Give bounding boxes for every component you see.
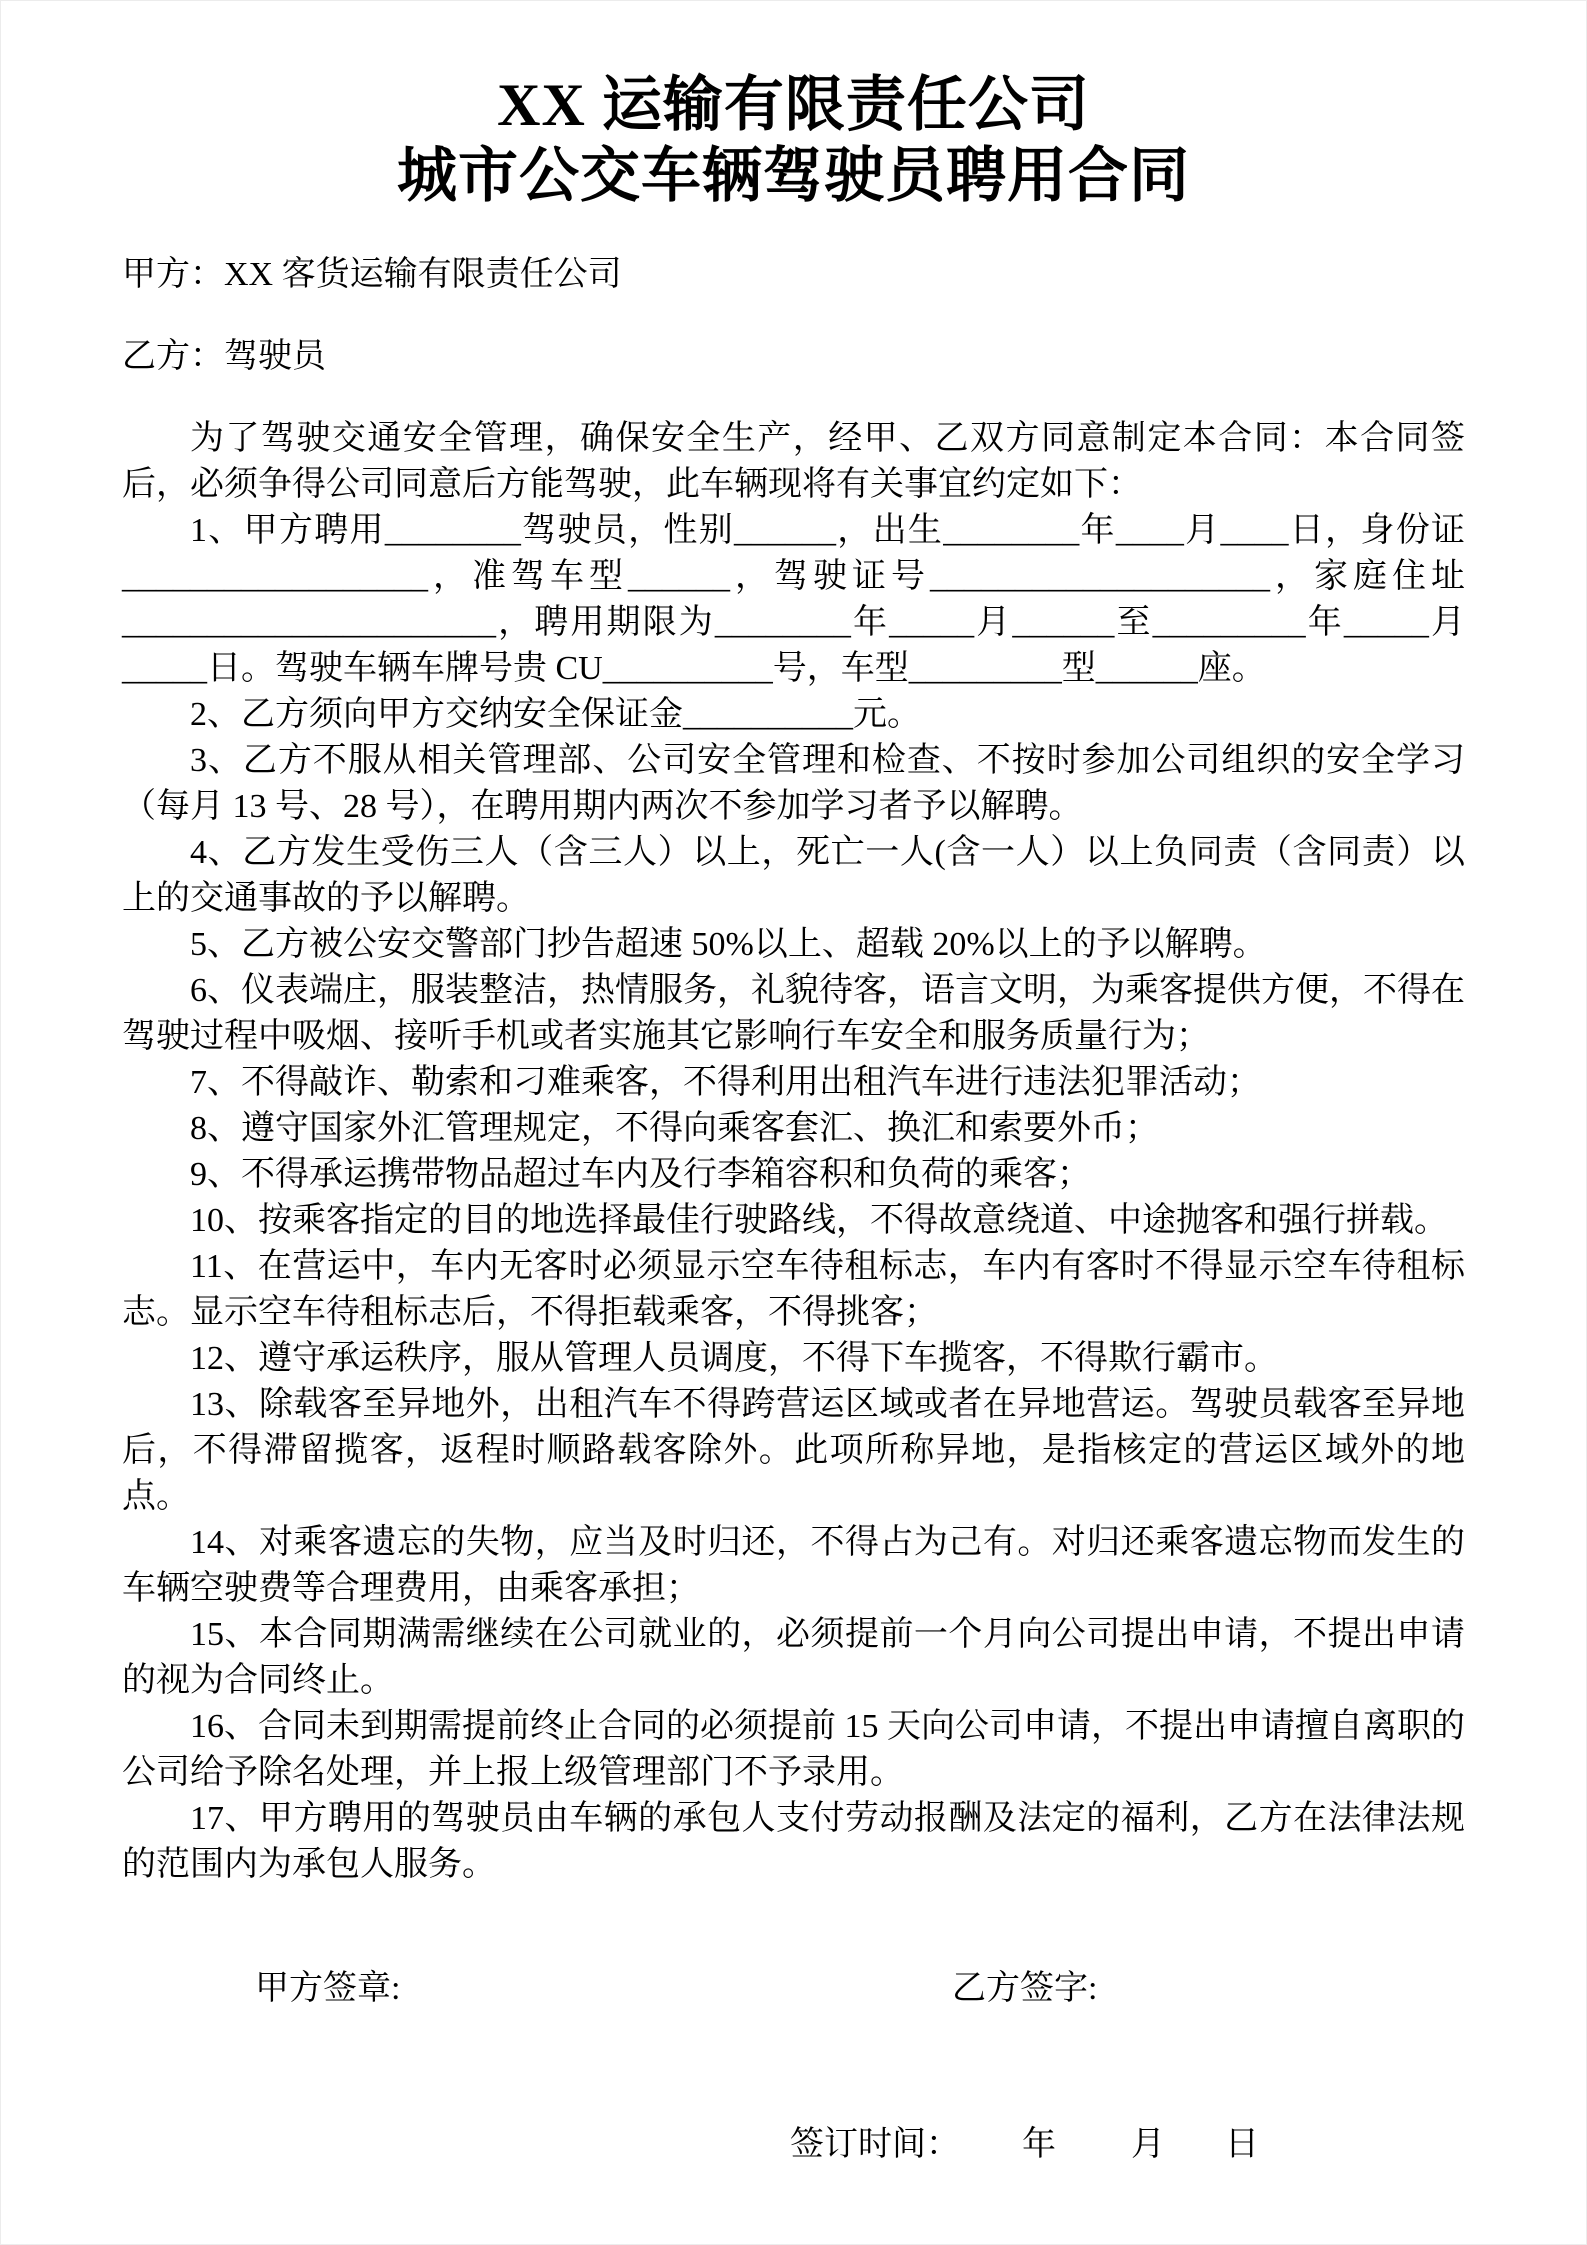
intro-paragraph: 为了驾驶交通安全管理，确保安全生产，经甲、乙双方同意制定本合同：本合同签后，必须争得公司同意后方能驾驶，此车辆现将有关事宜约定如下： [122,420,1465,503]
year-label: 年 [1022,2126,1056,2163]
contract-title: 城市公交车辆驾驶员聘用合同 [397,143,1190,209]
day-label: 日 [1225,2126,1259,2163]
sign-date-label: 签订时间： [790,2126,960,2163]
clause-11: 11、在营运中，车内无客时必须显示空车待租标志，车内有客时不得显示空车待租标志。显示空车待租标志后，不得拒载乘客，不得挑客； [122,1248,1465,1331]
clause-14: 14、对乘客遗忘的失物，应当及时归还，不得占为己有。对归还乘客遗忘物而发生的车辆空驶费等合理费用，由乘客承担； [122,1524,1465,1607]
party-a-line: 甲方：XX 客货运输有限责任公司 [122,256,622,293]
clause-4: 4、乙方发生受伤三人（含三人）以上，死亡一人(含一人）以上负同责（含同责）以上的交通事故的予以解聘。 [122,834,1465,917]
clause-10: 10、按乘客指定的目的地选择最佳行驶路线，不得故意绕道、中途抛客和强行拼载。 [190,1202,1448,1239]
clause-7: 7、不得敲诈、勒索和刁难乘客，不得利用出租汽车进行违法犯罪活动； [190,1064,1261,1101]
clause-12: 12、遵守承运秩序，服从管理人员调度，不得下车揽客，不得欺行霸市。 [190,1340,1278,1377]
clause-8: 8、遵守国家外汇管理规定，不得向乘客套汇、换汇和索要外币； [190,1110,1159,1147]
clause-6: 6、仪表端庄，服装整洁，热情服务，礼貌待客，语言文明，为乘客提供方便，不得在驾驶过程中吸烟、接听手机或者实施其它影响行车安全和服务质量行为； [122,972,1465,1055]
clause-2: 2、乙方须向甲方交纳安全保证金__________元。 [190,696,921,733]
clause-17: 17、甲方聘用的驾驶员由车辆的承包人支付劳动报酬及法定的福利，乙方在法律法规的范围内为承包人服务。 [122,1800,1465,1883]
clause-15: 15、本合同期满需继续在公司就业的，必须提前一个月向公司提出申请，不提出申请的视为合同终止。 [122,1616,1465,1699]
company-title: XX 运输有限责任公司 [497,72,1090,138]
sign-date-row [122,2122,1465,2168]
month-label: 月 [1131,2126,1165,2163]
party-b-signature-label: 乙方签字: [952,1970,1098,2007]
clause-16: 16、合同未到期需提前终止合同的必须提前 15 天向公司申请，不提出申请擅自离职的公司给予除名处理，并上报上级管理部门不予录用。 [122,1708,1465,1791]
party-b-line: 乙方：驾驶员 [122,338,326,375]
party-a-signature-label: 甲方签章: [255,1970,401,2007]
clause-1: 1、甲方聘用________驾驶员，性别______，出生________年____月____日，身份证__________________，准驾车型______，驾驶证号____________________，家庭住址 ______________________，聘用期限为________年_____月______至_________年_____月_____日。驾驶车辆车牌号贵 CU__________号，车型_________型______座。 [122,512,1465,687]
clause-13: 13、除载客至异地外，出租汽车不得跨营运区域或者在异地营运。驾驶员载客至异地后，不得滞留揽客，返程时顺路载客除外。此项所称异地，是指核定的营运区域外的地点。 [122,1386,1465,1515]
signature-row [122,1966,1465,2012]
clause-3: 3、乙方不服从相关管理部、公司安全管理和检查、不按时参加公司组织的安全学习（每月 13 号、28 号），在聘用期内两次不参加学习者予以解聘。 [122,742,1465,825]
clause-9: 9、不得承运携带物品超过车内及行李箱容积和负荷的乘客； [190,1156,1091,1193]
clause-5: 5、乙方被公安交警部门抄告超速 50%以上、超载 20%以上的予以解聘。 [190,926,1267,963]
